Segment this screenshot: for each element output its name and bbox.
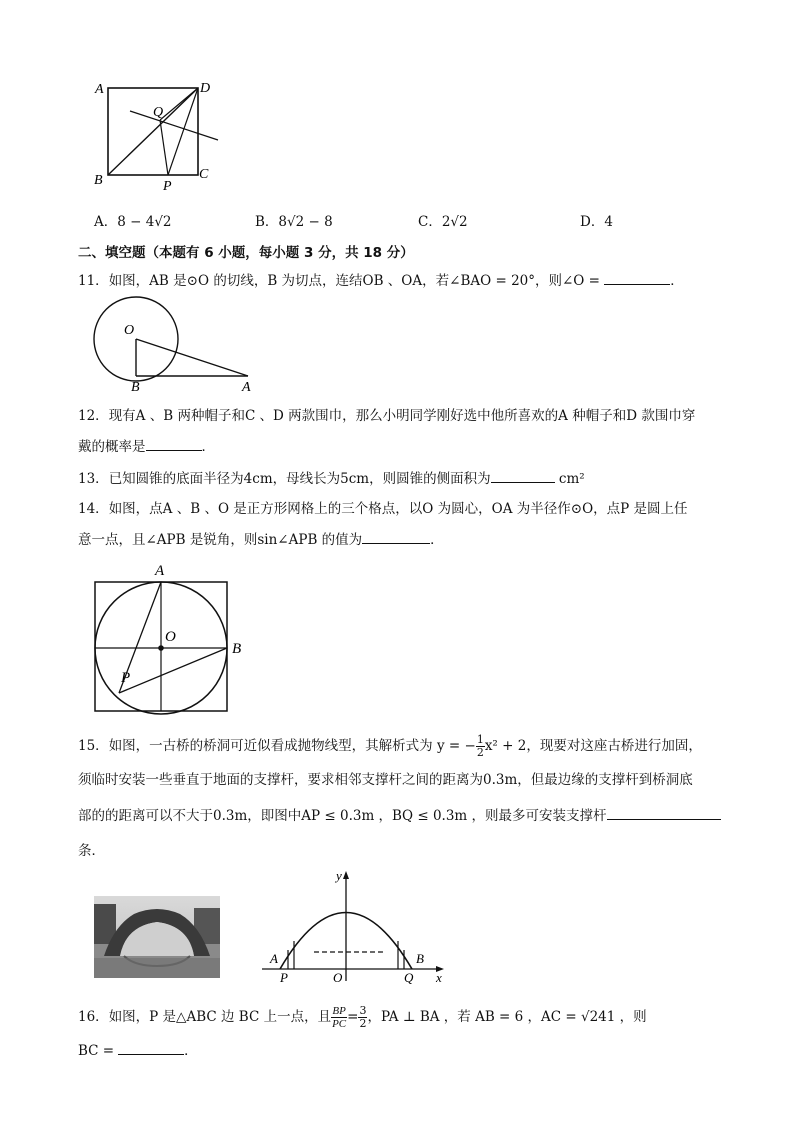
q15-answer-blank: [607, 805, 721, 820]
q15-label-x: x: [436, 970, 442, 985]
q15-label-o: O: [333, 970, 343, 985]
q10-option-d: D．4: [580, 214, 613, 230]
q10-option-c: C．2√2: [418, 214, 468, 230]
q14-label-a: A: [155, 563, 165, 579]
q14-line1: 14．如图，点A 、B 、O 是正方形网格上的三个格点，以O 为圆心，OA 为半径作⊙O，点P 是圆上任: [78, 501, 688, 517]
q14-label-b: B: [232, 641, 242, 657]
q11-label-b: B: [131, 380, 140, 394]
q10-label-d: D: [200, 81, 211, 96]
q13-answer-blank: [491, 468, 555, 483]
q13-text: 13．已知圆锥的底面半径为4cm，母线长为5cm，则圆锥的侧面积为 cm²: [78, 468, 585, 489]
section-heading: 二、填空题（本题有 6 小题，每小题 3 分，共 18 分）: [78, 245, 414, 261]
q11-answer-blank: [604, 270, 670, 285]
q15-label-y: y: [336, 868, 342, 883]
q10-label-c: C: [199, 167, 209, 182]
q16-answer-blank: [118, 1040, 184, 1055]
q10-figure: [90, 78, 230, 193]
q14-figure: [86, 560, 256, 720]
q14-label-o: O: [165, 629, 176, 645]
q15-line3: 部的的距离可以不大于0.3m，即图中AP ≤ 0.3m ，BQ ≤ 0.3m ，则最多可安装支撑杆: [78, 805, 721, 826]
q14-answer-blank: [362, 529, 430, 544]
q10-label-a: A: [95, 82, 104, 97]
q15-label-a: A: [270, 951, 278, 966]
q11-label-o: O: [124, 323, 135, 338]
q12-line1: 12．现有A 、B 两种帽子和C 、D 两款围巾，那么小明同学刚好选中他所喜欢的A 种帽子和D 款围巾穿: [78, 408, 696, 424]
q15-label-p: P: [280, 970, 288, 985]
q16-line2: BC = ．: [78, 1040, 198, 1061]
q15-line2: 须临时安装一些垂直于地面的支撑杆，要求相邻支撑杆之间的距离为0.3m，但最边缘的支撑杆到桥洞底: [78, 772, 693, 788]
q15-line4: 条．: [78, 843, 105, 859]
q12-answer-blank: [146, 436, 202, 451]
q10-label-b: B: [94, 173, 103, 188]
q11-text: 11．如图，AB 是⊙O 的切线，B 为切点，连结OB 、OA，若∠BAO = 20°，则∠O = ．: [78, 270, 684, 291]
q15-line1: 15．如图，一古桥的桥洞可近似看成抛物线型，其解析式为 y = − $\frac{1}{2}$ x² + 2，现要对这座古桥进行加固，: [78, 733, 702, 759]
q15-fraction: $\frac{1}{2}$: [476, 733, 484, 759]
q10-option-b: B．8√2 − 8: [255, 214, 333, 230]
q16-line1: 16．如图，P 是△ABC 边 BC 上一点，且 $\frac{BP}{PC}$ = $\frac{3}{2}$ ，PA ⊥ BA ，若 AB = 6 ，AC = √241 ，则: [78, 1004, 647, 1030]
q10-option-a: A．8 − 4√2: [94, 214, 172, 230]
q16-fraction-3-2: $\frac{3}{2}$: [359, 1004, 367, 1030]
q15-parabola-figure: [258, 866, 448, 986]
q14-label-p: P: [121, 670, 131, 686]
q16-fraction-bp-pc: $\frac{BP}{PC}$: [332, 1005, 347, 1030]
q11-label-a: A: [242, 380, 251, 394]
q15-label-b: B: [416, 951, 424, 966]
q14-line2: 意一点，且∠APB 是锐角，则sin∠APB 的值为 ．: [78, 529, 444, 550]
q12-line2: 戴的概率是 ．: [78, 436, 215, 457]
q11-figure: [92, 296, 262, 394]
q10-label-q: Q: [153, 105, 164, 120]
bridge-photo: [94, 896, 220, 978]
q10-label-p: P: [163, 179, 172, 193]
q15-label-q: Q: [404, 970, 414, 985]
